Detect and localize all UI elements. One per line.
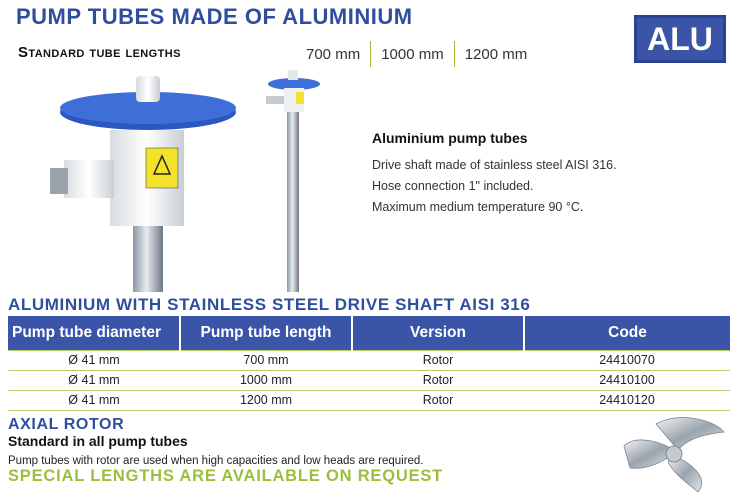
- description-line: Drive shaft made of stainless steel AISI 316.: [372, 158, 617, 172]
- length-1000: 1000 mm: [381, 45, 444, 63]
- description-line: Maximum medium temperature 90 °C.: [372, 200, 584, 214]
- pump-tube-full-image: [258, 70, 328, 292]
- cell-length: 700 mm: [180, 350, 352, 370]
- pump-tube-closeup-image: [36, 70, 256, 292]
- table-header-row: [8, 316, 730, 350]
- axial-rotor-text: Pump tubes with rotor are used when high capacities and low heads are required.: [8, 455, 424, 467]
- standard-lengths-list: [296, 41, 537, 67]
- description-title: Aluminium pump tubes: [372, 130, 528, 146]
- cell-version: Rotor: [352, 350, 524, 370]
- header-length: Pump tube length: [180, 316, 352, 350]
- cell-length: 1200 mm: [180, 390, 352, 410]
- table-row: [8, 350, 730, 370]
- cell-diameter: Ø 41 mm: [8, 370, 180, 390]
- cell-code: 24410100: [524, 370, 730, 390]
- description-lines: [372, 155, 617, 218]
- standard-lengths-label: Standard tube lengths: [18, 44, 181, 61]
- cell-diameter: Ø 41 mm: [8, 390, 180, 410]
- cell-version: Rotor: [352, 390, 524, 410]
- cell-diameter: Ø 41 mm: [8, 350, 180, 370]
- header-code: Code: [524, 316, 730, 350]
- cell-version: Rotor: [352, 370, 524, 390]
- cell-code: 24410120: [524, 390, 730, 410]
- cell-code: 24410070: [524, 350, 730, 370]
- alu-badge: ALU: [634, 15, 726, 63]
- description-line: Hose connection 1" included.: [372, 179, 534, 193]
- axial-rotor-image: [616, 412, 732, 496]
- section-title: ALUMINIUM WITH STAINLESS STEEL DRIVE SHAFT AISI 316: [8, 295, 531, 314]
- header-version: Version: [352, 316, 524, 350]
- length-1200: 1200 mm: [464, 45, 528, 63]
- cell-length: 1000 mm: [180, 370, 352, 390]
- header-diameter: Pump tube diameter: [8, 316, 180, 350]
- special-lengths-note: SPECIAL LENGTHS ARE AVAILABLE ON REQUEST: [8, 467, 444, 485]
- spec-table: [8, 316, 730, 411]
- axial-rotor-subtitle: Standard in all pump tubes: [8, 433, 188, 449]
- length-700: 700 mm: [306, 45, 361, 63]
- page-title: PUMP TUBES MADE OF ALUMINIUM: [16, 4, 413, 29]
- table-row: [8, 390, 730, 410]
- table-row: [8, 370, 730, 390]
- axial-rotor-title: AXIAL ROTOR: [8, 416, 125, 433]
